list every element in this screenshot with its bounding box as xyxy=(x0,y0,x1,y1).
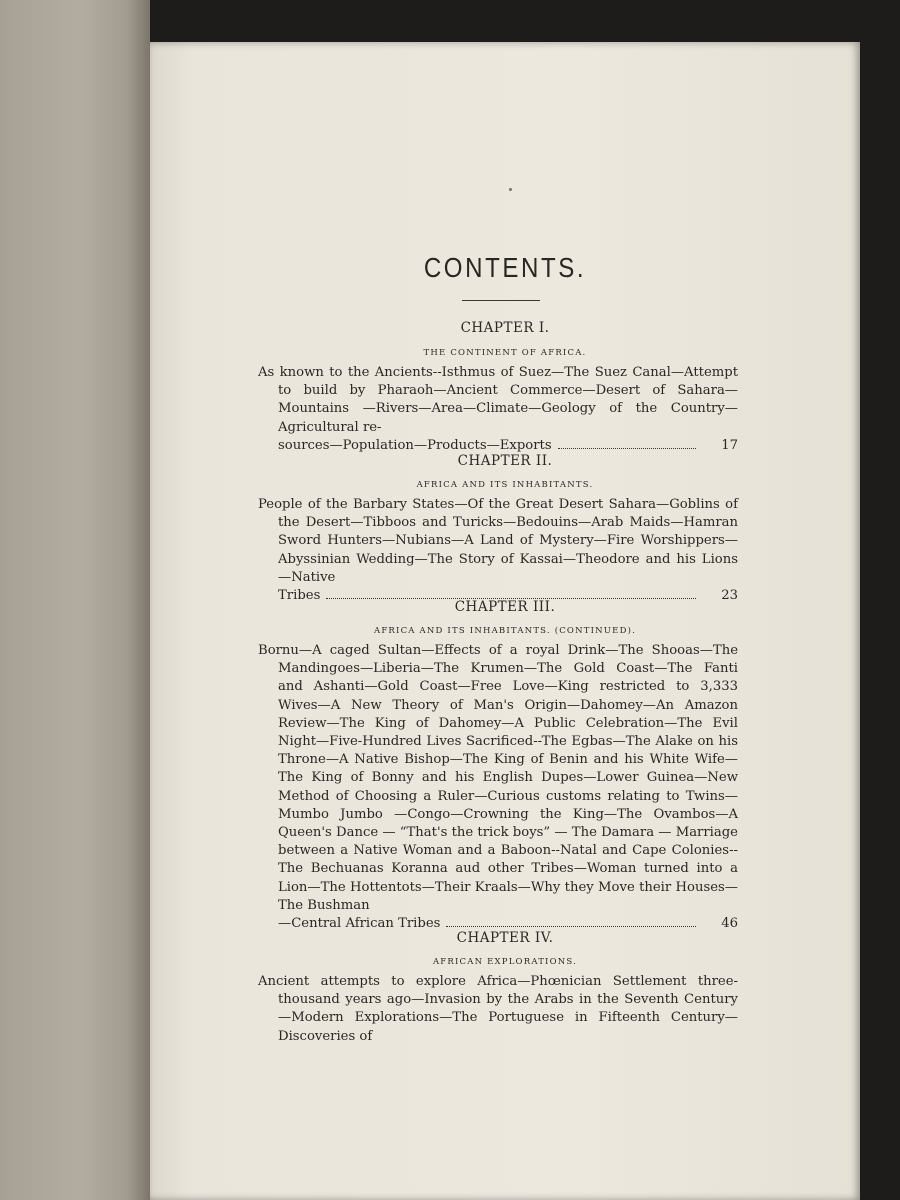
chapter-1-page-number: 17 xyxy=(721,437,738,453)
chapter-2-heading: CHAPTER II. xyxy=(457,453,553,469)
chapter-1-heading: CHAPTER I. xyxy=(460,320,550,336)
chapter-1-subtitle: THE CONTINENT OF AFRICA. xyxy=(423,348,587,358)
title-rule xyxy=(462,300,540,301)
chapter-3-page-number: 46 xyxy=(721,916,738,932)
chapter-3-text: Bornu—A caged Sultan—Effects of a royal Drink—The Shooas—The Mandingoes—Liberia—The Krumen—The Gold Coast—The Fanti and Ashanti—Gold Coast—Free Love—King restricted to 3,333 Wives—A New Theory of Man's Origin—Dahomey—An Amazon Review—The King of Dahomey—A Public Celebration—The Evil Night—Five-Hundred Lives Sacrificed--The Egbas—The Alake on his Throne—A Native Bishop—The King of Benin and his White Wife—The King of Bonny and his English Dupes—Lower Guinea—New Method of Choosing a Ruler—Curious customs relating to Twins—Mumbo Jumbo —Congo—Crowning the King—The Ovambos—A Queen's Dance — “That's the trick boys” — The Damara — Marriage between a Native Woman and a Baboon--Natal and Cape Colonies--The Bechuanas Koranna aud other Tribes—Woman turned into a Lion—The Hottentots—Their Kraals—Why they Move their Houses—The Bushman xyxy=(258,643,738,913)
dot-leader xyxy=(558,448,696,449)
chapter-3-heading: CHAPTER III. xyxy=(454,599,556,615)
chapter-4-entry xyxy=(258,973,738,1046)
page-title: CONTENTS. xyxy=(423,252,587,283)
chapter-3-subtitle: AFRICA AND ITS INHABITANTS. (CONTINUED). xyxy=(374,626,636,636)
chapter-3-last-text: —Central African Tribes xyxy=(278,916,441,932)
chapter-3-entry xyxy=(258,642,738,933)
chapter-1-entry xyxy=(258,364,738,455)
left-page-edge xyxy=(0,0,150,1200)
chapter-1-text: As known to the Ancients--Isthmus of Suez—The Suez Canal—Attempt to build by Pharaoh—Ancient Commerce—Desert of Sahara—Mountains —Rivers—Area—Climate—Geology of the Country—Agricultural re- xyxy=(258,365,738,435)
chapter-2-text: People of the Barbary States—Of the Great Desert Sahara—Goblins of the Desert—Tibboos and Turicks—Bedouins—Arab Maids—Hamran Sword Hunters—Nubians—A Land of Mystery—Fire Worshippers—Abyssinian Wedding—The Story of Kassai—Theodore and his Lions—Native xyxy=(258,497,738,585)
book-page xyxy=(150,42,860,1200)
dot-leader xyxy=(446,926,696,927)
chapter-2-last-text: Tribes xyxy=(278,588,321,604)
chapter-4-subtitle: AFRICAN EXPLORATIONS. xyxy=(432,957,578,967)
chapter-2-subtitle: AFRICA AND ITS INHABITANTS. xyxy=(416,480,594,490)
chapter-2-entry xyxy=(258,496,738,605)
chapter-1-last-text: sources—Population—Products—Exports xyxy=(278,437,552,453)
chapter-2-page-number: 23 xyxy=(721,588,738,604)
ink-speck xyxy=(509,188,512,191)
chapter-4-heading: CHAPTER IV. xyxy=(456,930,554,946)
chapter-4-text: Ancient attempts to explore Africa—Phœnician Settlement three-thousand years ago—Invasion by the Arabs in the Seventh Century—Modern Explorations—The Portuguese in Fifteenth Century—Discoveries of xyxy=(258,974,738,1044)
